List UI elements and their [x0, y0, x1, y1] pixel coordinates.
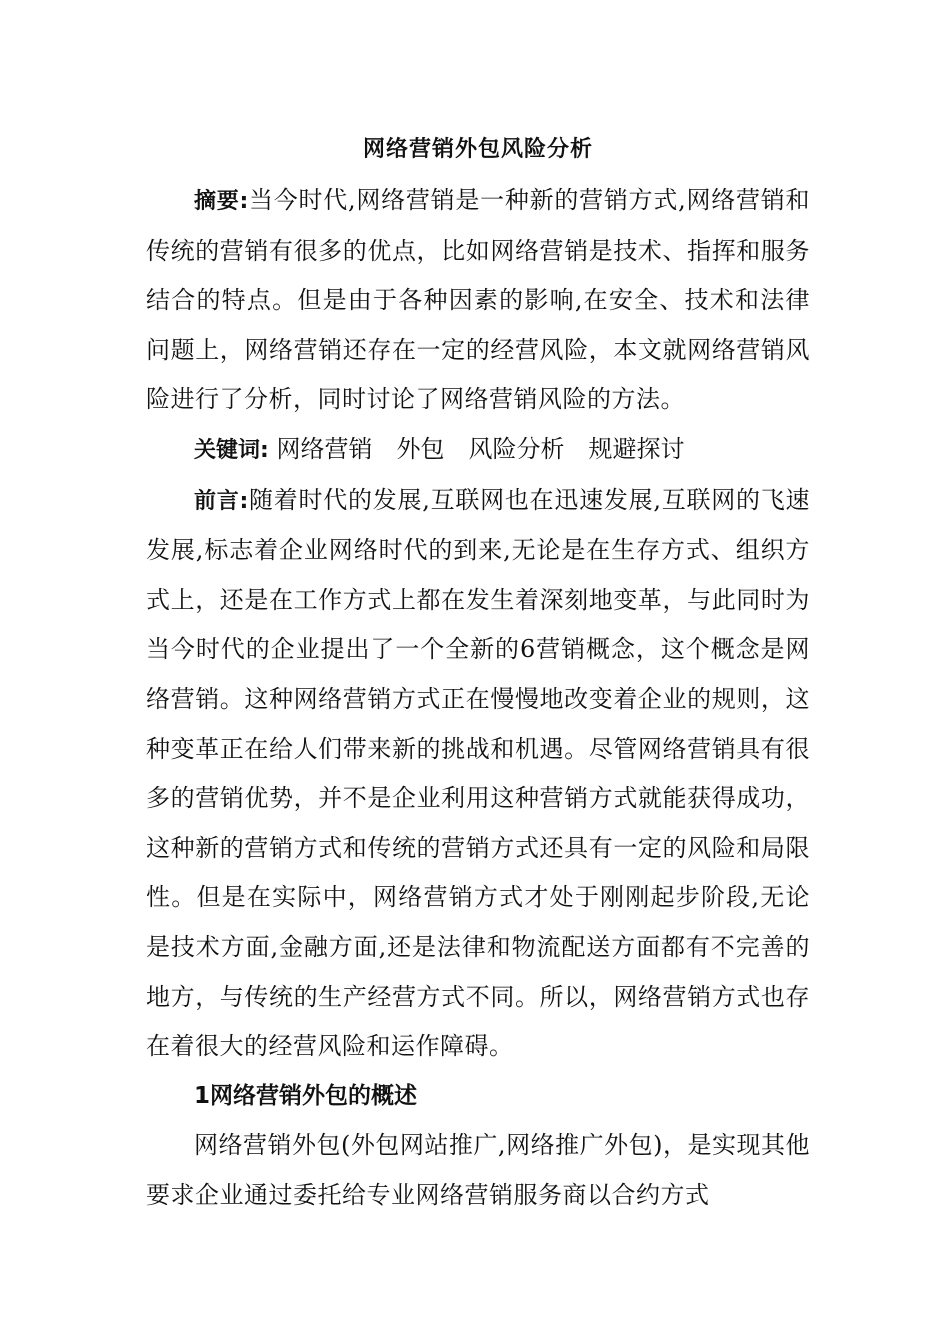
- keyword-term: 网络营销: [276, 434, 373, 463]
- section-heading: 1网络营销外包的概述: [194, 1082, 418, 1109]
- abstract-paragraph: [146, 176, 810, 425]
- keywords-line: [146, 425, 810, 476]
- preface-label: 前言:: [194, 488, 249, 514]
- document-title: 网络营销外包风险分析: [362, 136, 593, 162]
- keyword-term: 规避探讨: [588, 434, 685, 463]
- abstract-text: 当今时代,网络营销是一种新的营销方式,网络营销和传统的营销有很多的优点，比如网络营销是技术、指挥和服务结合的特点。但是由于各种因素的影响,在安全、技术和法律问题上，网络营销还存在一定的经营风险，本文就网络营销风险进行了分析，同时讨论了网络营销风险的方法。: [146, 186, 810, 414]
- keyword-term: 外包: [396, 434, 445, 463]
- preface-paragraph: [146, 476, 810, 1072]
- keyword-term: 风险分析: [468, 434, 565, 463]
- abstract-label: 摘要:: [194, 189, 249, 214]
- preface-text: 随着时代的发展,互联网也在迅速发展,互联网的飞速发展,标志着企业网络时代的到来,无论是在生存方式、组织方式上，还是在工作方式上都在发生着深刻地变革，与此同时为当今时代的企业提出了一个全新的6营销概念，这个概念是网络营销。这种网络营销方式正在慢慢地改变着企业的规则，这种变革正在给人们带来新的挑战和机遇。尽管网络营销具有很多的营销优势，并不是企业利用这种营销方式就能获得成功，这种新的营销方式和传统的营销方式还具有一定的风险和局限性。但是在实际中，网络营销方式才处于刚刚起步阶段,无论是技术方面,金融方面,还是法律和物流配送方面都有不完善的地方，与传统的生产经营方式不同。所以，网络营销方式也存在着很大的经营风险和运作障碍。: [146, 485, 810, 1061]
- section-paragraph: 网络营销外包(外包网站推广,网络推广外包)，是实现其他要求企业通过委托给专业网络营销服务商以合约方式: [146, 1131, 810, 1209]
- keywords-label: 关键词:: [194, 437, 269, 463]
- document-page: [146, 128, 810, 1220]
